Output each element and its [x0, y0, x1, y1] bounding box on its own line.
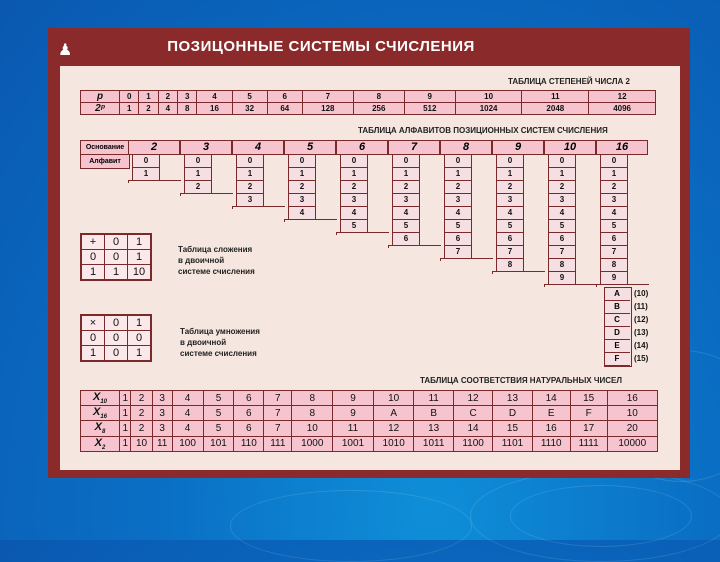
powers-cell: 9	[404, 91, 455, 103]
table-cell: 10	[373, 391, 414, 406]
stair-step	[128, 180, 181, 183]
table-cell: 1101	[493, 436, 532, 451]
digit-cell: 2	[600, 180, 628, 194]
hex-value: (11)	[634, 302, 648, 311]
table-cell: 3	[152, 391, 172, 406]
digit-cell: 9	[548, 271, 576, 285]
powers-cell: 2	[158, 91, 177, 103]
table-cell: 1	[120, 436, 131, 451]
digit-cell: 0	[548, 154, 576, 168]
table-cell: 1000	[292, 436, 333, 451]
table-cell: 9	[333, 391, 374, 406]
multiplication-label	[180, 326, 260, 359]
table-cell: 111	[264, 436, 292, 451]
digit-cell: 2	[496, 180, 524, 194]
digit-cell: 1	[340, 167, 368, 181]
digit-cell: 1	[548, 167, 576, 181]
digit-cell: 2	[288, 180, 316, 194]
row-label	[81, 421, 120, 436]
ops-cell: 1	[128, 234, 152, 250]
table-cell: 100	[172, 436, 203, 451]
table-cell: 6	[234, 421, 264, 436]
table-cell: 14	[453, 421, 492, 436]
digit-cell: 4	[288, 206, 316, 220]
base-header: 4	[232, 140, 284, 155]
ops-cell: 0	[128, 331, 152, 346]
ops-cell: 0	[105, 346, 128, 362]
table-cell: 13	[414, 421, 453, 436]
powers-cell: 3	[178, 91, 197, 103]
table-cell: 10000	[607, 436, 657, 451]
row-label	[81, 391, 120, 406]
naturals-table	[80, 390, 658, 452]
powers-cell: 64	[267, 103, 302, 115]
ops-cell: 0	[105, 331, 128, 346]
table-cell: 11	[333, 421, 374, 436]
table-cell: 1	[120, 406, 131, 421]
table-cell: D	[493, 406, 532, 421]
table-cell: 7	[264, 391, 292, 406]
hex-letter-cell: D	[604, 327, 630, 340]
powers-cell: 1	[120, 103, 139, 115]
digit-cell: 7	[444, 245, 472, 259]
ops-cell: 0	[105, 250, 128, 265]
row-label-x: X	[92, 391, 101, 403]
digit-cell: 3	[600, 193, 628, 207]
digit-cell: 1	[392, 167, 420, 181]
table-cell: 1001	[333, 436, 374, 451]
table-cell: 2	[131, 421, 152, 436]
digit-cell: 0	[340, 154, 368, 168]
table-cell: 3	[152, 421, 172, 436]
table-cell: 101	[203, 436, 234, 451]
table-cell: 5	[203, 406, 234, 421]
digit-cell: 2	[184, 180, 212, 194]
powers-cell: 2	[139, 103, 158, 115]
digit-cell: 5	[496, 219, 524, 233]
table-cell: 6	[234, 406, 264, 421]
digit-cell: 4	[444, 206, 472, 220]
base-header: 9	[492, 140, 544, 155]
base-header: 16	[596, 140, 648, 155]
digit-cell: 4	[392, 206, 420, 220]
digit-cell: 2	[340, 180, 368, 194]
ops-cell: 10	[128, 265, 152, 281]
powers-cell: 12	[589, 91, 656, 103]
digit-cell: 7	[548, 245, 576, 259]
ops-cell: 0	[81, 331, 105, 346]
table-cell: 8	[292, 406, 333, 421]
hex-letter-cell: A	[604, 288, 630, 301]
digit-cell: 6	[496, 232, 524, 246]
powers-table	[80, 90, 656, 115]
table-cell: 8	[292, 391, 333, 406]
page-title: ПОЗИЦОННЫЕ СИСТЕМЫ СЧИСЛЕНИЯ	[167, 38, 475, 55]
powers-cell: 0	[120, 91, 139, 103]
table-cell: 3	[152, 406, 172, 421]
base-header: 2	[128, 140, 180, 155]
multiplication-label-line: системе счисления	[180, 349, 257, 358]
digit-cell: 7	[496, 245, 524, 259]
digit-cell: 4	[340, 206, 368, 220]
powers-cell: 5	[232, 91, 267, 103]
table-cell: E	[532, 406, 570, 421]
powers-cell: 512	[404, 103, 455, 115]
table-cell: 7	[264, 421, 292, 436]
digit-cell: 2	[392, 180, 420, 194]
powers-cell: 4	[197, 91, 232, 103]
powers-cell: 1024	[455, 103, 522, 115]
table-cell: 2	[131, 406, 152, 421]
ops-cell: 1	[128, 315, 152, 331]
table-cell: C	[453, 406, 492, 421]
table-cell: 9	[333, 406, 374, 421]
digit-cell: 8	[548, 258, 576, 272]
digit-cell: 6	[600, 232, 628, 246]
hex-value: (10)	[634, 289, 649, 298]
digit-cell: 1	[444, 167, 472, 181]
table-row	[81, 421, 658, 436]
table-cell: 110	[234, 436, 264, 451]
table-cell: 13	[493, 391, 532, 406]
digit-cell: 6	[444, 232, 472, 246]
table-cell: 1010	[373, 436, 414, 451]
digit-cell: 0	[496, 154, 524, 168]
powers-caption: ТАБЛИЦА СТЕПЕНЕЙ ЧИСЛА 2	[508, 77, 630, 86]
hex-value: (14)	[634, 341, 649, 350]
ops-cell: ×	[81, 315, 105, 331]
table-cell: F	[570, 406, 607, 421]
row-label-base: 8	[102, 429, 106, 436]
table-cell: A	[373, 406, 414, 421]
digit-cell: 3	[340, 193, 368, 207]
digit-cell: 3	[496, 193, 524, 207]
base-header: 10	[544, 140, 596, 155]
row-label-x: X	[92, 406, 101, 419]
digit-cell: 5	[340, 219, 368, 233]
row-label-base: 10	[100, 399, 108, 406]
digit-cell: 2	[236, 180, 264, 194]
stair-step	[180, 193, 233, 196]
ops-cell: 1	[81, 265, 105, 281]
hex-value: (15)	[634, 354, 649, 363]
digit-cell: 0	[392, 154, 420, 168]
powers-cell: 10	[455, 91, 522, 103]
digit-cell: 1	[184, 167, 212, 181]
alphabets-caption: ТАБЛИЦА АЛФАВИТОВ ПОЗИЦИОННЫХ СИСТЕМ СЧИСЛЕНИЯ	[358, 126, 608, 135]
base-header: 8	[440, 140, 492, 155]
table-cell: 6	[234, 391, 264, 406]
powers-cell: 4096	[589, 103, 656, 115]
digit-cell: 2	[548, 180, 576, 194]
digit-cell: 4	[548, 206, 576, 220]
base-header: 6	[336, 140, 388, 155]
powers-row-label: p	[81, 91, 120, 103]
ops-row	[81, 250, 151, 265]
row-label-base: 16	[100, 414, 108, 421]
digit-cell: 3	[288, 193, 316, 207]
base-header: 7	[388, 140, 440, 155]
powers-cell: 32	[232, 103, 267, 115]
table-cell: 4	[172, 391, 203, 406]
digit-cell: 6	[392, 232, 420, 246]
table-cell: 1011	[414, 436, 453, 451]
hex-letter-cell: E	[604, 340, 630, 353]
powers-cell: 11	[522, 91, 589, 103]
table-cell: 11	[414, 391, 453, 406]
hex-value: (13)	[634, 328, 649, 337]
powers-cell: 16	[197, 103, 232, 115]
table-cell: 15	[570, 391, 607, 406]
digit-cell: 0	[444, 154, 472, 168]
digit-cell: 5	[444, 219, 472, 233]
powers-cell: 4	[158, 103, 177, 115]
digit-cell: 8	[600, 258, 628, 272]
table-cell: 7	[264, 406, 292, 421]
multiplication-table	[80, 314, 152, 362]
base-label: Основание	[80, 140, 130, 155]
digit-cell: 2	[444, 180, 472, 194]
table-cell: 16	[532, 421, 570, 436]
multiplication-label-line: в двоичной	[180, 338, 227, 347]
stair-step	[388, 245, 441, 248]
ops-cell: 1	[81, 346, 105, 362]
powers-cell: 6	[267, 91, 302, 103]
digit-cell: 0	[236, 154, 264, 168]
table-row	[81, 436, 658, 451]
digit-cell: 5	[392, 219, 420, 233]
table-cell: 10	[131, 436, 152, 451]
digit-cell: 1	[496, 167, 524, 181]
table-cell: 1100	[453, 436, 492, 451]
table-cell: B	[414, 406, 453, 421]
row-label-base: 2	[102, 444, 106, 451]
table-cell: 4	[172, 406, 203, 421]
table-cell: 14	[532, 391, 570, 406]
digit-cell: 0	[600, 154, 628, 168]
ops-row	[81, 265, 151, 281]
digit-cell: 0	[184, 154, 212, 168]
powers-cell: 2048	[522, 103, 589, 115]
digit-cell: 5	[600, 219, 628, 233]
base-header: 5	[284, 140, 336, 155]
powers-cell: 7	[302, 91, 353, 103]
digit-cell: 7	[600, 245, 628, 259]
digit-cell: 3	[236, 193, 264, 207]
hex-letter-cell: F	[604, 353, 630, 366]
table-cell: 1	[120, 391, 131, 406]
row-label-x: X	[94, 421, 102, 434]
table-cell: 10	[292, 421, 333, 436]
digit-cell: 5	[548, 219, 576, 233]
table-cell: 1111	[570, 436, 607, 451]
table-cell: 17	[570, 421, 607, 436]
hex-letter-cell: B	[604, 301, 630, 314]
table-cell: 16	[607, 391, 657, 406]
table-cell: 2	[131, 391, 152, 406]
stair-step	[440, 258, 493, 261]
digit-cell: 1	[288, 167, 316, 181]
ops-cell: 1	[105, 265, 128, 281]
ops-row	[81, 234, 151, 250]
ops-cell: 0	[105, 234, 128, 250]
stair-step	[492, 271, 545, 274]
hex-value: (12)	[634, 315, 649, 324]
ops-row	[81, 346, 151, 362]
digit-cell: 4	[496, 206, 524, 220]
powers-cell: 128	[302, 103, 353, 115]
addition-label-line: в двоичной	[178, 256, 225, 265]
table-cell: 12	[453, 391, 492, 406]
digit-cell: 1	[600, 167, 628, 181]
digit-cell: 3	[444, 193, 472, 207]
table-cell: 1110	[532, 436, 570, 451]
powers-row-label: 2ᵖ	[81, 103, 120, 115]
powers-cell: 256	[353, 103, 404, 115]
digit-cell: 8	[496, 258, 524, 272]
digit-cell: 3	[548, 193, 576, 207]
addition-label-line: Таблица сложения	[178, 245, 253, 254]
row-label-x: X	[94, 436, 102, 449]
powers-cell: 1	[139, 91, 158, 103]
table-cell: 15	[493, 421, 532, 436]
alphabet-label: Алфавит	[80, 154, 130, 169]
digit-cell: 4	[600, 206, 628, 220]
table-row	[81, 406, 658, 421]
addition-label-line: системе счисления	[178, 267, 255, 276]
table-row	[81, 391, 658, 406]
digit-cell: 3	[392, 193, 420, 207]
table-cell: 11	[152, 436, 172, 451]
addition-table	[80, 233, 152, 281]
table-cell: 10	[607, 406, 657, 421]
stair-step	[544, 284, 597, 287]
ops-cell: 1	[128, 250, 152, 265]
row-label	[81, 436, 120, 451]
ops-row	[81, 315, 151, 331]
digit-cell: 6	[548, 232, 576, 246]
hex-letter-cell: C	[604, 314, 630, 327]
digit-cell: 0	[132, 154, 160, 168]
digit-cell: 0	[288, 154, 316, 168]
stair-step	[336, 232, 389, 235]
addition-label	[178, 244, 255, 277]
digit-cell: 1	[236, 167, 264, 181]
digit-cell: 9	[600, 271, 628, 285]
ops-cell: 0	[81, 250, 105, 265]
powers-cell: 8	[178, 103, 197, 115]
ops-cell: +	[81, 234, 105, 250]
table-cell: 12	[373, 421, 414, 436]
table-cell: 5	[203, 391, 234, 406]
ops-cell: 0	[105, 315, 128, 331]
naturals-caption: ТАБЛИЦА СООТВЕТСТВИЯ НАТУРАЛЬНЫХ ЧИСЕЛ	[420, 376, 622, 385]
base-header: 3	[180, 140, 232, 155]
ops-row	[81, 331, 151, 346]
row-label	[81, 406, 120, 421]
digit-cell: 1	[132, 167, 160, 181]
table-cell: 20	[607, 421, 657, 436]
table-cell: 1	[120, 421, 131, 436]
figure-logo-icon: ♟	[58, 42, 73, 59]
table-cell: 4	[172, 421, 203, 436]
ops-cell: 1	[128, 346, 152, 362]
stair-step	[284, 219, 337, 222]
table-cell: 5	[203, 421, 234, 436]
powers-cell: 8	[353, 91, 404, 103]
stair-step	[232, 206, 285, 209]
multiplication-label-line: Таблица умножения	[180, 327, 260, 336]
